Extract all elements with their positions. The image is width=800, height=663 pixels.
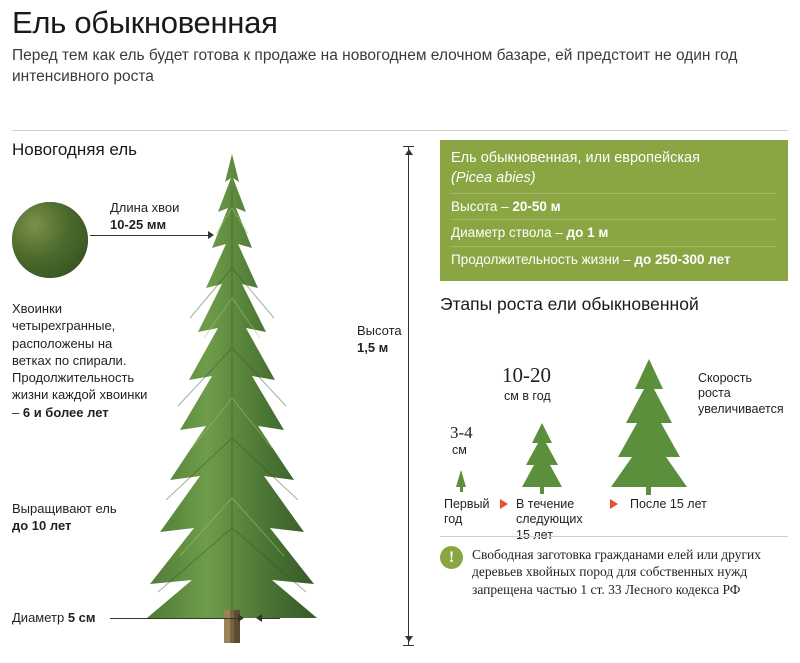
header-divider xyxy=(12,130,788,131)
left-column xyxy=(12,140,432,655)
species-title: Ель обыкновенная, или европейская xyxy=(451,150,700,166)
stages-title: Этапы роста ели обыкновенной xyxy=(440,293,699,314)
legal-note-text: Свободная заготовка гражданами елей или других деревьев хвойных пород для собственных нужд запрещена частью 1 ст. 33 Лесного кодекса РФ xyxy=(472,546,762,597)
height-measure-arrow-up xyxy=(405,149,413,155)
page-title: Ель обыкновенная xyxy=(12,5,278,40)
tree-height-label: Высота 1,5 м xyxy=(357,323,402,355)
stage-3-tree-icon xyxy=(611,359,687,495)
stage-1-caption: Первый год xyxy=(444,496,490,527)
growing-period: Выращивают ель до 10 лет xyxy=(12,501,117,534)
diameter-leader-arrow xyxy=(238,614,244,622)
stage-2-value: 10-20 xyxy=(502,362,551,387)
stage-3-caption: После 15 лет xyxy=(630,496,707,511)
growth-stages-diagram xyxy=(440,315,788,542)
needle-leader-line xyxy=(90,235,210,236)
stage-separator-arrow-2 xyxy=(610,499,618,509)
growth-speed-note: Скорость роста увеличивается xyxy=(698,370,784,416)
species-fact-box xyxy=(440,140,788,281)
legal-note xyxy=(440,536,788,599)
header xyxy=(0,0,800,87)
stage-2-tree-icon xyxy=(522,423,562,494)
height-measure-line xyxy=(408,146,409,646)
species-latin-name: (Picea abies) xyxy=(451,169,536,186)
exclamation-icon: ! xyxy=(440,546,463,569)
height-measure-arrow-down xyxy=(405,636,413,642)
stage-1-value: 3-4 xyxy=(450,422,473,442)
stage-2-unit: см в год xyxy=(504,388,551,403)
trunk-diameter-label: Диаметр 5 см xyxy=(12,610,96,625)
stage-1-unit: см xyxy=(452,442,467,457)
height-measure-bottom-cap xyxy=(403,645,414,646)
needle-description: Хвоинки четырехгранные, расположены на ветках по спирали. Продолжительность жизни каждой хвоинки – 6 и более лет xyxy=(12,301,148,420)
stage-2-caption: В течение следующих 15 лет xyxy=(516,496,583,542)
left-section-title: Новогодняя ель xyxy=(12,140,138,159)
page-subtitle: Перед тем как ель будет готова к продаже на новогоднем елочном базаре, ей предстоит не один год интенсивного роста xyxy=(12,46,738,85)
needle-length-label: Длина хвои 10-25 мм xyxy=(110,200,180,232)
stage-separator-arrow-1 xyxy=(500,499,508,509)
diameter-leader-line xyxy=(110,618,240,619)
fact-row-lifespan: Продолжительность жизни – до 250-300 лет xyxy=(451,246,777,270)
right-column xyxy=(440,140,788,598)
fact-row-trunk-diameter: Диаметр ствола – до 1 м xyxy=(451,219,777,243)
needle-leader-arrow xyxy=(208,231,214,239)
height-measure-top-cap xyxy=(403,146,414,147)
diameter-leader-line-2 xyxy=(262,618,280,619)
stage-1-tree-icon xyxy=(456,470,466,492)
needle-photo-background xyxy=(12,202,88,278)
needle-closeup-photo xyxy=(12,202,88,278)
fact-row-height: Высота – 20-50 м xyxy=(451,193,777,217)
